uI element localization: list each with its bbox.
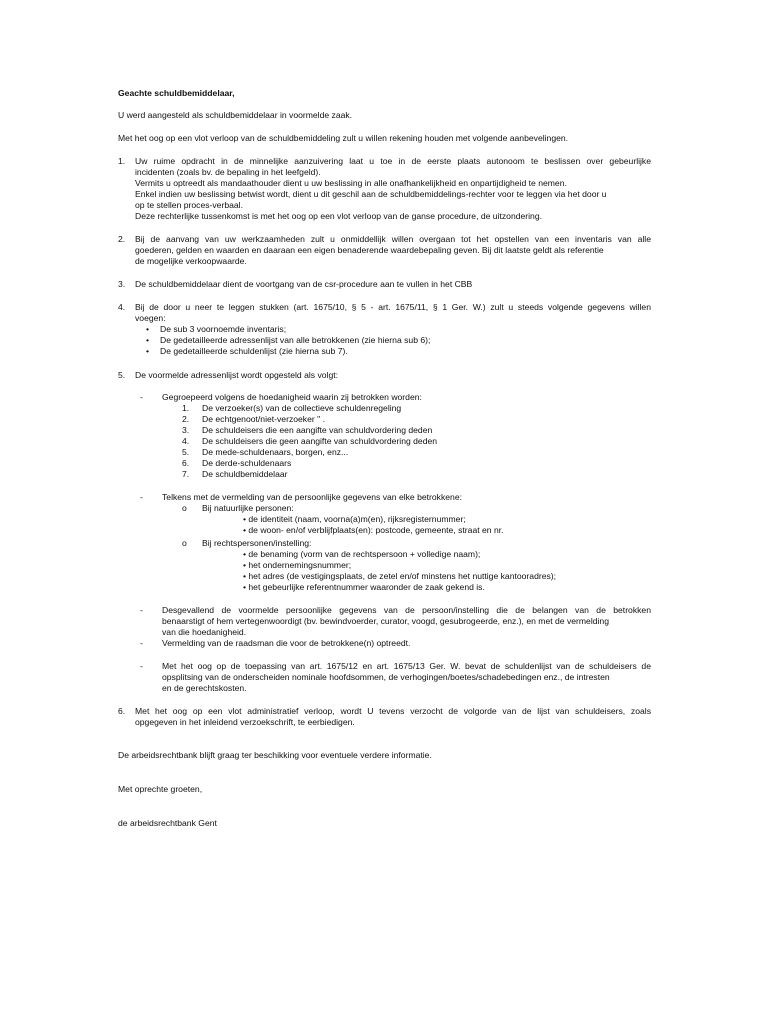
intro-paragraph-2: Met het oog op een vlot verloop van de schuldbemiddeling zult u willen rekening houden met volgende aanbevelingen. [118, 133, 569, 143]
natural-person-detail: • de identiteit (naam, voorna(a)m(en), rijksregisternummer; [243, 514, 466, 524]
item-number: 4. [118, 302, 126, 312]
group-number: 5. [182, 447, 190, 457]
item2-line-3: de mogelijke verkoopwaarde. [135, 256, 247, 266]
representative-line-1: Desgevallend de voormelde persoonlijke gegevens van de persoon/instelling die de belangen van de betrokken [162, 605, 651, 615]
group-item: De echtgenoot/niet-verzoeker " . [202, 414, 325, 424]
dash-marker: - [140, 492, 143, 502]
item1-line-5: op te stellen proces-verbaal. [135, 200, 243, 210]
person-heading: Telkens met de vermelding van de persoonlijke gegevens van elke betrokkene: [162, 492, 463, 502]
group-item: De derde-schuldenaars [202, 458, 292, 468]
group-number: 4. [182, 436, 190, 446]
circle-bullet-icon: o [182, 503, 187, 513]
dash-marker: - [140, 392, 143, 402]
item4-bullet-1: De sub 3 voornoemde inventaris; [160, 324, 287, 334]
circle-bullet-icon: o [182, 538, 187, 548]
representative-line-3: van die hoedanigheid. [162, 627, 247, 637]
bullet-icon: • [146, 346, 150, 356]
legal-persons-heading: Bij rechtspersonen/instelling: [202, 538, 312, 548]
group-number: 7. [182, 469, 190, 479]
item-number: 5. [118, 370, 126, 380]
item1-line-2: incidenten (zoals bv. de bepaling in het leefgeld). [135, 167, 321, 177]
group-number: 2. [182, 414, 190, 424]
signature: de arbeidsrechtbank Gent [118, 818, 217, 828]
application-line-3: en de gerechtskosten. [162, 683, 247, 693]
item6-line-2: opgegeven in het inleidend verzoekschrift, te eerbiedigen. [135, 717, 355, 727]
application-line-1: Met het oog op de toepassing van art. 1675/12 en art. 1675/13 Ger. W. bevat de schuldenlijst van de schuldeisers de [162, 661, 651, 671]
item-number: 6. [118, 706, 126, 716]
group-item: De schuldbemiddelaar [202, 469, 288, 479]
intro-paragraph-1: U werd aangesteld als schuldbemiddelaar in voormelde zaak. [118, 110, 353, 120]
item4-line-2: voegen: [135, 313, 166, 323]
group-number: 1. [182, 403, 190, 413]
group-item: De schuldeisers die een aangifte van schuldvordering deden [202, 425, 433, 435]
group-heading: Gegroepeerd volgens de hoedanigheid waarin zij betrokken worden: [162, 392, 422, 402]
group-number: 3. [182, 425, 190, 435]
item-number: 2. [118, 234, 126, 244]
salutation: Geachte schuldbemiddelaar, [118, 88, 235, 98]
dash-marker: - [140, 638, 143, 648]
legal-person-detail: • de benaming (vorm van de rechtspersoon + volledige naam); [243, 549, 481, 559]
legal-person-detail: • het gebeurlijke referentnummer waaronder de zaak gekend is. [243, 582, 485, 592]
item-number: 1. [118, 156, 126, 166]
item1-line-3: Vermits u optreedt als mandaathouder dient u uw beslissing in alle onafhankelijkheid en onpartijdigheid te nemen. [135, 178, 567, 188]
dash-marker: - [140, 661, 143, 671]
item1-line-1: Uw ruime opdracht in de minnelijke aanzuivering laat u toe in de eerste plaats autonoom te beslissen over gebeurlijke [135, 156, 651, 166]
natural-person-detail: • de woon- en/of verblijfplaats(en): postcode, gemeente, straat en nr. [243, 525, 504, 535]
group-item: De verzoeker(s) van de collectieve schuldenregeling [202, 403, 402, 413]
legal-person-detail: • het ondernemingsnummer; [243, 560, 352, 570]
dash-marker: - [140, 605, 143, 615]
item2-line-1: Bij de aanvang van uw werkzaamheden zult u onmiddellijk willen overgaan tot het opstellen van een inventaris van alle [135, 234, 651, 244]
item-number: 3. [118, 279, 126, 289]
representative-line-2: benaarstigt of hem vertegenwoordigt (bv. bewindvoerder, curator, voogd, gesubrogeerde, enz.), en met de vermelding [162, 616, 609, 626]
item5-line-1: De voormelde adressenlijst wordt opgesteld als volgt: [135, 370, 339, 380]
item1-line-6: Deze rechterlijke tussenkomst is met het oog op een vlot verloop van de ganse procedure, de uitzondering. [135, 211, 543, 221]
legal-person-detail: • het adres (de vestigingsplaats, de zetel en/of minstens het nuttige kantooradres); [243, 571, 557, 581]
application-line-2: opsplitsing van de onderscheiden nominale hoofdsommen, de verhogingen/boetes/schadebedingen enz., de intresten [162, 672, 610, 682]
group-item: De mede-schuldenaars, borgen, enz... [202, 447, 349, 457]
item4-bullet-2: De gedetailleerde adressenlijst van alle betrokkenen (zie hierna sub 6); [160, 335, 431, 345]
closing-greeting: Met oprechte groeten, [118, 784, 203, 794]
counsel-line: Vermelding van de raadsman die voor de betrokkene(n) optreedt. [162, 638, 411, 648]
item4-line-1: Bij de door u neer te leggen stukken (art. 1675/10, § 5 - art. 1675/11, § 1 Ger. W.) zult u steeds volgende gegevens willen [135, 302, 651, 312]
item3-line-1: De schuldbemiddelaar dient de voortgang van de csr-procedure aan te vullen in het CBB [135, 279, 473, 289]
item1-line-4: Enkel indien uw beslissing betwist wordt, dient u dit geschil aan de schuldbemiddelings-rechter voor te leggen via het door u [135, 189, 607, 199]
natural-persons-heading: Bij natuurlijke personen: [202, 503, 294, 513]
bullet-icon: • [146, 324, 150, 334]
closing-paragraph: De arbeidsrechtbank blijft graag ter beschikking voor eventuele verdere informatie. [118, 750, 432, 760]
item2-line-2: goederen, gelden en waarden en daaraan een eigen benaderende waardebepaling geven. Bij dit laatste geldt als referentie [135, 245, 604, 255]
group-number: 6. [182, 458, 190, 468]
bullet-icon: • [146, 335, 150, 345]
group-item: De schuldeisers die geen aangifte van schuldvordering deden [202, 436, 438, 446]
item4-bullet-3: De gedetailleerde schuldenlijst (zie hierna sub 7). [160, 346, 348, 356]
item6-line-1: Met het oog op een vlot administratief verloop, wordt U tevens verzocht de volgorde van de lijst van schuldeisers, zoals [135, 706, 651, 716]
